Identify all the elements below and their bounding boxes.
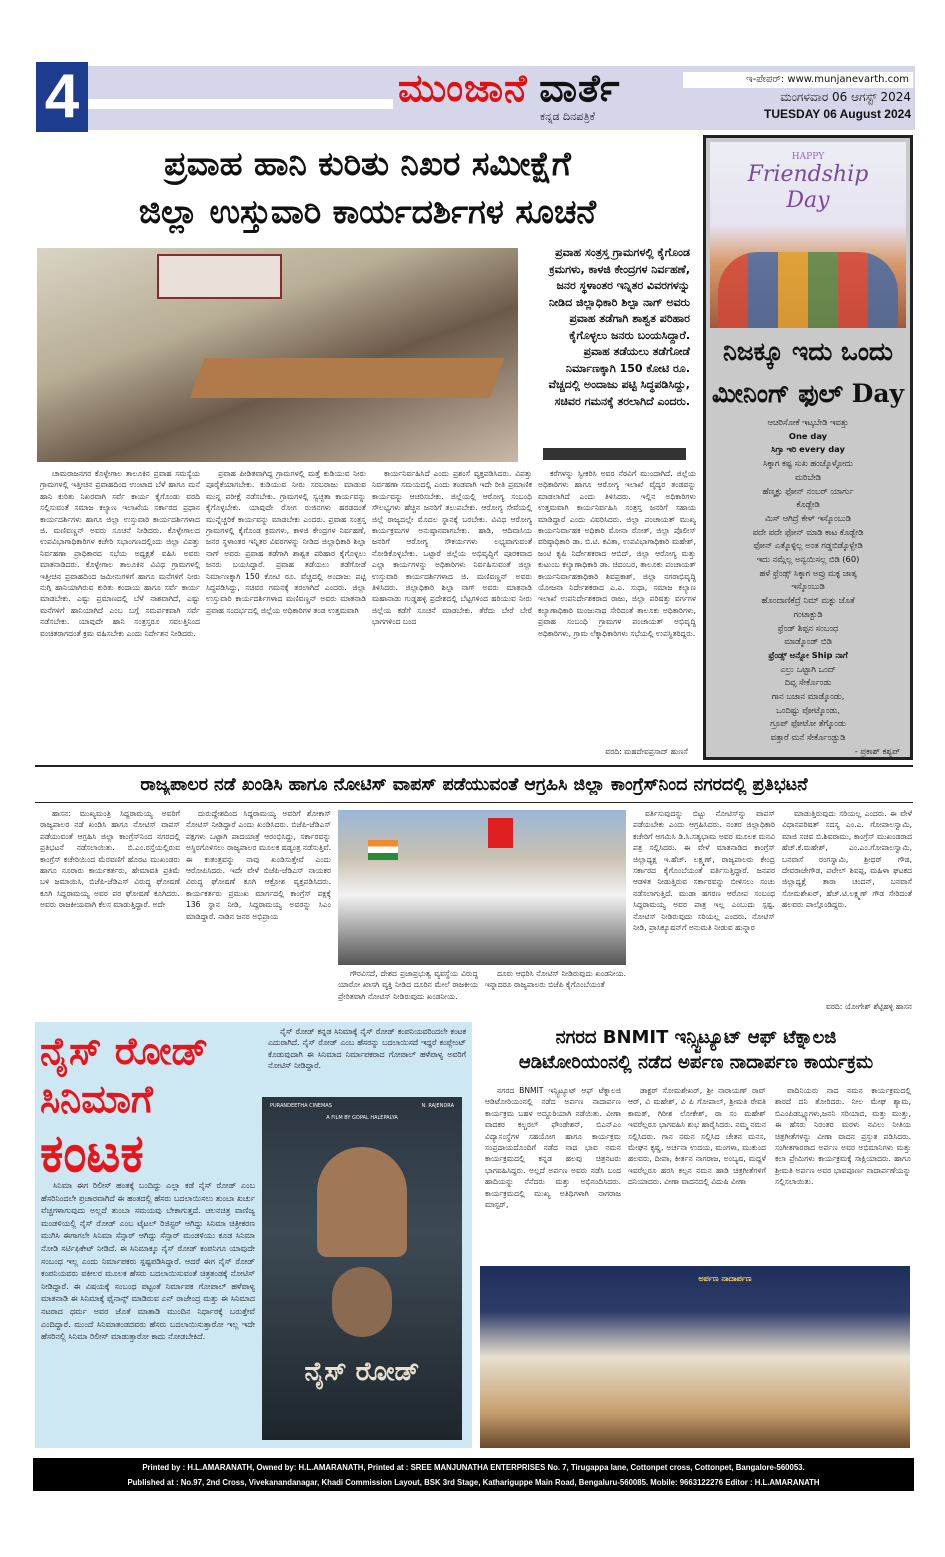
bnmit-event-photo	[480, 1266, 910, 1448]
paragraph: ನಗರದ BNMIT ಇನ್ಸ್ಟಿಟ್ಯೂಟ್ ಆಫ್ ಟೆಕ್ನಾಲಜಿ ಆಡಿಟೋರಿಯಂನಲ್ಲಿ ನಡೆದ ಅರ್ಪಣ ನಾದಾರ್ಪಣ ಕಾರ್ಯಕ್ರಮ ಬಹಳ ಅದ್ದೂರಿಯಾಗಿ ನಡೆಯಿತು. ವೀಣಾ ವಾದಕರ ಕಲ್ಚರಲ್ ಫೌಂಡೇಶನ್, ಬಿಎನ್ಎಂ ವಿದ್ಯಾಸಂಸ್ಥೆಗಳ ಸಹಯೋಗ ಹಾಗೂ ಕಾರ್ಯಕ್ರಮ ಸಂಪ್ರದಾಯದೊಂದಿಗೆ ನಡೆದ ನಾದ ಭಾವ ನಮನ ಕಾರ್ಯಕ್ರಮದಲ್ಲಿ ಕನ್ನಡ ಹಲವು ಚಿತ್ರನಟರು ಭಾಗವಹಿಸಿದ್ದರು. ಅಲ್ಲದೆ ಅರ್ಪಣ ಅವರು ನಡೆಸಿ ಬಂದ ಹಾದಿಯನ್ನು ನೆನೆದರು ಮತ್ತು ಅಭಿನಂದಿಸಿದರು. ಕಾರ್ಯಕ್ರಮದಲ್ಲಿ ಮುಖ್ಯ ಅತಿಥಿಗಳಾಗಿ ನಾಗರಾಜ ಮಾಸ್ಟರ್,	[485, 1086, 621, 1210]
bar-sign	[488, 818, 513, 848]
poem-line: ವತ್ತಾರೆ ಮನೆ ಸೇರ್ಕೊಂಡ್ಬುಡಿ	[770, 732, 846, 743]
poem-line: ಫೋನ್ ಎತ್ಕೊಳ್ಳಿಲ್ಲ ಅಂತ ಗಡ್ಡಬಿಡ್ಕೊಳ್ಬೇಡಿ	[753, 540, 863, 551]
section-rule	[35, 802, 913, 803]
epaper-link[interactable]: ಇ-ಪೇಪರ್: www.munjanevarth.com	[683, 72, 913, 88]
poem-line: ಹಳೆ ಫ್ರೆಂಡ್ಸ್ ಸಿಕ್ಕಾಗ ಅವ್ರು ಮಕ್ಳ ಜಾತ್ಕ	[759, 567, 857, 578]
nice-road-headline	[40, 1027, 255, 1185]
date-english: TUESDAY 06 August 2024	[764, 107, 911, 121]
poem-line: ಮರಿಬೇಡಿ	[795, 471, 821, 482]
poster-credit: A FILM BY GOPAL HALEPALYA	[326, 1115, 398, 1121]
poem-line: ಇದು ನಮ್ಗೆಲ್ಲ ಅನ್ವಯಿಸಲ್ಲ ಬಿಡಿ (60)	[756, 554, 860, 565]
section-rule	[35, 765, 913, 767]
poem-line: ಆಚರಿಸೋಕೆ ಇಟ್ಕಬೇಡಿ ಇವತ್ತು	[767, 417, 849, 427]
poem-line: ಮಿಸ್ ಆಗಿದ್ರೆ ಕೇಳ್ ಇಸ್ಕೊಂಬುಡಿ	[764, 512, 852, 523]
friendship-headline-line2: ಮೀನಿಂಗ್ ಫುಲ್ Day	[711, 379, 905, 408]
tagline: ಕನ್ನಡ ದಿನಪತ್ರಿಕೆ	[540, 110, 596, 123]
story1-column-3	[372, 468, 532, 758]
nice-road-body	[41, 1180, 255, 1444]
paragraph: ಕಾರ್ಯನಿರ್ವಹಿಸಿದೆ ಎಂದು ಪ್ರಶಂಸೆ ವ್ಯಕ್ತಪಡಿಸಿದರು. ವಿಪತ್ತು ನಿರ್ವಹಣಾ ಸಮಯದಲ್ಲಿ ಎಂದು ತಂಡವಾಗಿ ಇದೇ ರೀತಿ ಪ್ರಮಾಣಿಕ ಕಾರ್ಯವನ್ನು ಆಚರಿಸಬೇಕು. ಜಿಲ್ಲೆಯಲ್ಲಿ ಆರೋಗ್ಯ ಸಂಬಂಧಿ ಸೌಲಭ್ಯಗಳು ಹೆಚ್ಚಿನ ಜನರಿಗೆ ತಲುಪಬೇಕು. ಆರೋಗ್ಯ ಸೇವೆಯಲ್ಲಿ ಜಿಲ್ಲೆ ರಾಜ್ಯದಲ್ಲೇ ಮೊದಲ ಸ್ಥಾನಕ್ಕೆ ಬರಬೇಕು. ವಿವಿಧ ಆರೋಗ್ಯ ಕಾರ್ಯಕ್ರಮಗಳ ಅನುಷ್ಠಾನವಾಗಬೇಕು. ಹಾಡಿ, ಆದಿವಾಸಿಯ ಜನರಿಗೆ ಆರೋಗ್ಯ ಸೌಕರ್ಯಗಳು ಲಭ್ಯವಾಗುವಂತೆ ನೋಡಿಕೊಳ್ಳಬೇಕು. ಒಟ್ಟಾರೆ ಜಿಲ್ಲೆಯ ಅಭಿವೃದ್ಧಿಗೆ ಪೂರಕವಾದ ಎಲ್ಲಾ ಕಾರ್ಯಗಳನ್ನು ಅಧಿಕಾರಿಗಳು ನಿರ್ವಹಿಸುವಂತೆ ಜಿಲ್ಲಾ ಉಸ್ತುವಾರಿ ಕಾರ್ಯದರ್ಶಿಗಳಾದ ಜಿ. ಮಣಿವಣ್ಣನ್ ಅವರು ತಿಳಿಸಿದರು. ಜಿಲ್ಲಾಧಿಕಾರಿ ಶಿಲ್ಪಾ ನಾಗ್ ಅವರು ಮಾತನಾಡಿ ಮಹಾನಾಡು ಗುಡ್ಡಹಳ್ಳಿ ಪ್ರದೇಶದಲ್ಲಿ ಬೆಟ್ಟಗಳಿಂದ ಹರಿಯುವ ನೀರು ಜಿಲ್ಲೆಯ ಕಡೆಗೆ ಸೂಚನೆ ಮಾಡಬೇಕು. ತೆರೆದು ಬೇರೆ ಬೇರೆ ಭಾಗಗಳಿಂದ ಬಂದ	[372, 469, 532, 627]
story1-lead: ಪ್ರವಾಹ ಸಂತ್ರಸ್ತ ಗ್ರಾಮಗಳಲ್ಲಿ ಕೈಗೊಂಡ ಕ್ರಮಗಳು, ಕಾಳಜಿ ಕೇಂದ್ರಗಳ ನಿರ್ವಹಣೆ, ಜನರ ಸ್ಥಳಾಂತರ ಇನ್ನಿತರ ವಿವರಗಳನ್ನು ನೀಡಿದ ಜಿಲ್ಲಾಧಿಕಾರಿ ಶಿಲ್ಪಾ ನಾಗ್ ಅವರು ಪ್ರವಾಹ ತಡೆಗಾಗಿ ಶಾಶ್ವತ ಪರಿಹಾರ ಕೈಗೊಳ್ಳಲು ಜನರು ಬಂಯಸಿದ್ದಾರೆ. ಪ್ರವಾಹ ತಡೆಯಲು ತಡೆಗೋಡೆ ನಿರ್ಮಾಣಕ್ಕಾಗಿ 150 ಕೋಟಿ ರೂ. ವೆಚ್ಚದಲ್ಲಿ ಅಂದಾಜು ಪಟ್ಟಿ ಸಿದ್ಧಪಡಿಸಿದ್ದು, ಸಚಿವರ ಗಮನಕ್ಕೆ ತರಲಾಗಿದೆ ಎಂದರು.	[548, 246, 690, 408]
poem-line: ಪದೇ ಪದೇ ಫೋನ್ ಮಾಡಿ ಕಾಟ ಕೊಡ್ಬೇಡಿ	[752, 526, 864, 537]
imprint-footer	[33, 1458, 914, 1491]
paragraph: ಡಾಕ್ಟರ್ ಸೋಮಶೇಖರ್, ಶ್ರೀ ನಾರಾಯಣ್ ರಾವ್ ಆರ್, ವಿ ಮಹೇಶ್, ವಿ ಪಿ ಗೋಪಾಲ್, ಶ್ರೀಮತಿ ರೇವತಿ ಕಾಮತ್, ಗಿರೀಶ ಲೋಕೇಶ್, ರಾ ಸಂ ಮಹೇಶ್ ಇವರೆಲ್ಲರೂ ಭಾಗವಹಿಸಿ ಶುಭ ಹಾರೈಸಿದರು. ನಮ್ಮ ನಮನ ಸಲ್ಲಿಸಿದರು. ಗಾನ ನಮನ ಸಲ್ಲಿಸಿದ ಚೇತನ ಮನಸ, ಮೇಘನ ಕೃಷ್ಣ, ಅರ್ಚನಾ ಉದಯ, ಮಂಗಳಾ, ಮುಕುಂದ ಹಲವರು, ದೀಪಾ, ಕೀರ್ತನ ನಾಗರಾಜ, ಅಂಬ್ಯಷ, ಮದ್ದಳೆ ಇವರೆಲ್ಲರೂ ಹರಸಿ ಕಲ್ಪನ ನಮನ ಹಾಡಿ ಚಿತ್ರಗೀತೆಗಳಿಗೆ ದನಿಯಾದರು. ವೀಣಾ ವಾದನದಲ್ಲಿ ವಿದುಷಿ ವೀಣಾ	[628, 1086, 766, 1187]
image-text-happy: HAPPY	[791, 152, 825, 162]
paragraph: ದೂರು ಆಧರಿಸಿ ನೋಟಿಸ್ ನೀಡಿರುವುದು ಖಂಡನೀಯ. ಇನ್ನಾದರೂ ರಾಜ್ಯಪಾಲರು ಬಿಜೆಪಿ ಕೈಗೊಂಬೆಯಂತೆ	[485, 969, 626, 990]
story2-headline: ರಾಜ್ಯಪಾಲರ ನಡೆ ಖಂಡಿಸಿ ಹಾಗೂ ನೋಟಿಸ್ ವಾಪಸ್ ಪಡೆಯುವಂತೆ ಆಗ್ರಹಿಸಿ ಜಿಲ್ಲಾ ಕಾಂಗ್ರೆಸ್‌ನಿಂದ ನಗರದಲ್ಲಿ ಪ್ರತಿಭಟನೆ	[140, 775, 808, 795]
poem-line: ಹೊಂದಾಣಿಕೆದ್ರೆ ನಿಮ್ ಮಕ್ಳು ಜೊತೆ	[761, 595, 855, 606]
flag	[368, 840, 398, 860]
bnmit-column-1	[485, 1085, 621, 1263]
newspaper-logo	[398, 68, 620, 111]
poster-banner-right: N. RAJENDRA	[421, 1103, 454, 1109]
story1-column-4	[538, 468, 696, 746]
poster-woman-face	[332, 1267, 392, 1337]
footer-line1: Printed by : H.L.AMARANATH, Owned by: H.L.AMARANATH, Printed at : SREE MANJUNATHA ENTERPRISES No. 7, Tirugappa lane, Cottonpet cross, Cottonpet, Bangalore-560053.	[142, 1463, 805, 1472]
headline-line2: ಆಡಿಟೋರಿಯಂನಲ್ಲಿ ನಡೆದ ಅರ್ಪಣ ನಾದಾರ್ಪಣ ಕಾರ್ಯಕ್ರಮ	[518, 1052, 874, 1073]
story1-column-2	[206, 468, 366, 758]
headline-line1: ನೈಸ್ ರೋಡ್	[40, 1029, 209, 1073]
story1-column-1	[40, 468, 200, 758]
paragraph: ವರ್ತಿಸುವುದನ್ನು ಬಿಟ್ಟು ನೋಟಿಸ್‌ನ್ನು ವಾಪಸ್ ಪಡೆಯಬೇಕು ಎಂದು ಆಗ್ರಹಿಸಿದರು. ನಂತರ ಜಿಲ್ಲಾಧಿಕಾರಿ ಕಚೇರಿಗೆ ಆಗಮಿಸಿ ಡಿ.ಸಿ.ಸತ್ಯಭಾಮ ಅವರ ಮೂಲಕ ಮನವಿ ಪತ್ರ ಸಲ್ಲಿಸಿದರು. ಈ ವೇಳೆ ಮಾತನಾಡಿದ ಕಾಂಗ್ರೆಸ್ ಜಿಲ್ಲಾಧ್ಯಕ್ಷ ಇ.ಹೆಚ್. ಲಕ್ಷ್ಮಣ್, ರಾಜ್ಯಪಾಲರು ಕೇಂದ್ರ ಸರ್ಕಾರದ ಕೈಗೊಂಬೆಯಂತೆ ವರ್ತಿಸುತ್ತಿದ್ದಾರೆ. ಜನಪರ ಆಡಳಿತ ನೀಡುತ್ತಿರುವ ಸರ್ಕಾರವನ್ನು ಬೀಳಿಸಲು ಸಂಚು ನಡೆಸಲಾಗುತ್ತಿದೆ. ಮುಡಾ ಹಗರಣ ಆರೋಪ ಸಂಬಂಧ ಸಿದ್ದರಾಮಯ್ಯ ಅವರ ಪಾತ್ರ ಇಲ್ಲ ಎಂಬುದು ಸ್ಪಷ್ಟ. ನೋಟಿಸ್ ನೀಡಿರುವುದು ಸರಿಯಲ್ಲ ಎಂದರು. ನೋಟಿಸ್ ನೀಡಿ, ಪ್ರಾಸಿಕ್ಯೂಷನ್‌ಗೆ ಅನುಮತಿ ನೀಡುವ ಹುನ್ನಾರ	[633, 809, 775, 933]
poem-line: ಒಂದಿಷ್ಟು ಪೋಟ್ಕೊಂಡು,	[776, 704, 840, 715]
friendship-headline	[710, 331, 906, 415]
story2-column-5	[633, 808, 775, 1013]
friendship-headline-line1: ನಿಜಕ್ಕೂ ಇದು ಒಂದು	[722, 337, 893, 366]
poem-line: ದಿವ್ಸ ಸೇರ್ಕೊಂಡು	[784, 677, 832, 688]
paragraph: ಸಿನಿಮಾ ಈಗ ರಿಲೀಸ್ ಹಂತಕ್ಕೆ ಬಂದಿದ್ದು ಎಲ್ಲಾ ಕಡೆ ನೈಸ್ ರೋಡ್ ಎಂಬ ಹೆಸರಿನಿಂದಲೇ ಪ್ರಚಾರವಾಗಿದೆ ಈ ಹಂತದಲ್ಲಿ ಹೆಸರು ಬದಲಾಯಿಸಲು ತುಂಬಾ ಖರ್ಚು ವೆಚ್ಚಗಳಾಗುವುದು ಅಲ್ಲದೆ ತುಂಬಾ ಸಮಯವು ಬೇಕಾಗುತ್ತದೆ. ಚಲನಚಿತ್ರ ವಾಣಿಜ್ಯ ಮಂಡಳಿಯಲ್ಲಿ ನೈಸ್ ರೋಡ್ ಎಂಬ ಟೈಟಲ್ ರಿಜಿಸ್ಟರ್ ಆಗಿದ್ದು ಸಿನಿಮಾ ಚಿತ್ರೀಕರಣ ಮುಗಿಸಿ ಈಗಾಗಲೇ ಸಿನಿಮಾ ಸೆನ್ಸಾರ್ ಆಗಿದ್ದು ಸೆನ್ಸಾರ್ ಮಂಡಳಿಯು ಕೂಡ ಸಿನಿಮಾ ನೋಡಿ ಸರ್ಟಿಫಿಕೇಟ್ ನೀಡಿದೆ. ಈ ಸಿನಿಮಾಕ್ಕೂ ನೈಸ್ ರೋಡ್ ಕಂಪನಿಗೂ ಯಾವುದೇ ಸಂಬಂಧ ಇಲ್ಲ ಎಂದು ನಿರ್ಮಾಪಕರು ಸ್ಪಷ್ಟಪಡಿಸಿದ್ದಾರೆ. ಆದರೆ ಈಗ ನೈಸ್ ರೋಡ್ ಕಂಪನಿಯವರು ವಕೀಲರ ಮೂಲಕ ಹೆಸರು ಬದಲಾಯಿಸುವಂತೆ ಚಿತ್ರತಂಡಕ್ಕೆ ನೋಟಿಸ್ ನೀಡಿದ್ದಾರೆ. ಈ ವಿಷಯಕ್ಕೆ ಸಂಬಂಧ ಪಟ್ಟಂತೆ ನಿರ್ಮಾಪಕ ಗೋಪಾಲ್ ಹಳೆಪಾಳ್ಯ ಮಾತನಾಡಿ ಈ ಸಿನಿಮಾಕ್ಕೆ ಫೈನಾನ್ಸ್ ಮಾಡಿರುವ ಎನ್ ರಾಜೇಂದ್ರ ಮತ್ತು ಈ ಸಿನಿಮಾದ ನಟರಾದ ಧರ್ಮ ಅವರ ಜೊತೆ ಮಾತಾಡಿ ಮುಂದಿನ ನಿರ್ಧಾರಕ್ಕೆ ಬರುತ್ತೇವೆ ಎಂದಿದ್ದಾರೆ. ಮುಂದೆ ಸಿನಿಮಾತಂಡದವರು ಹೆಸರು ಬದಲಾಯಿಸುತ್ತಾರೋ ಇಲ್ಲ ಇದೇ ಹೆಸರಿನಲ್ಲಿ ಸಿನಿಮಾ ರಿಲೀಸ್ ಮಾಡುತ್ತಾರೋ ಕಾದು ನೋಡಬೇಕಿದೆ.	[41, 1181, 255, 1342]
story1-meeting-photo	[37, 248, 518, 462]
masthead-stripe	[88, 99, 393, 109]
friendship-day-box	[703, 135, 913, 760]
headline-line2: ಸಿನಿಮಾಗೆ	[40, 1077, 153, 1121]
story2-column-6	[782, 808, 912, 1001]
image-text-day: Day	[786, 188, 830, 213]
paragraph: ನೈಸ್ ರೋಡ್ ಕನ್ನಡ ಸಿನಿಮಾಕ್ಕೆ ನೈಸ್ ರೋಡ್ ಕಂಪನಿಯವರಿಂದಲೇ ಕಂಟಕ ಎದುರಾಗಿದೆ. ನೈಸ್ ರೋಡ್ ಎಂಬ ಹೆಸರನ್ನು ಬದಲಾಯಿಸದೆ ಇದ್ದರೆ ಕಂಪ್ಲೇಂಟ್ ಕೊಡುವುದಾಗಿ ಈ ಸಿನಿಮಾದ ನಿರ್ಮಾಪಕರಾದ ಗೋಪಾಲ್ ಹಳೆಪಾಳ್ಯ ಅವರಿಗೆ ನೋಟಿಸ್ ನೀಡಿದ್ದಾರೆ.	[268, 1027, 466, 1071]
protest-photo	[338, 810, 626, 965]
bnmit-column-3	[775, 1085, 911, 1263]
logo-red: ಮುಂಜಾನೆ	[398, 68, 528, 110]
poem-line: ಗ್ರೂಪ್ ಫೋಟೋ ತೆಗ್ಕೊಂಡು	[770, 718, 846, 729]
story2-column-2	[186, 808, 331, 1013]
story1-byline: ವರದಿ: ಮಹದೇವಪ್ರಸಾದ್ ಹುಣಸೆ	[605, 747, 688, 756]
poem-line: One day	[788, 430, 828, 441]
poem-line: ಸಿಗ್ತಾ ಇರಿ every day	[771, 444, 845, 455]
movie-poster	[262, 1097, 462, 1440]
story2-byline: ವರದಿ: ಯೋಗೇಶ್ ಶೆಟ್ಟಿಹಳ್ಳಿ ಹಾಸನ	[826, 1002, 912, 1011]
image-text-friendship: Friendship	[747, 162, 869, 187]
poem-line: ಫ್ರೆಂಡ್ ಶಿಪ್ಪನ ಸಂಬಂಧ	[777, 622, 839, 633]
poem-line: ಕೊಡ್ಬೇಡಿ	[796, 499, 820, 510]
poem-line: ಹೆಣ್ಮಕ್ಳು ಫೋನ್ ನಂಬರ್ ಯಾರ್ಗು	[762, 485, 854, 496]
poem-line: ಇಸ್ಕೊಂಬುಡಿ	[791, 581, 825, 592]
page-number: 4	[36, 62, 88, 132]
paragraph: ಗೌರವಿಸದೆ, ದೇಶದ ಪ್ರಜಾಪ್ರಭುತ್ವ ವ್ಯವಸ್ಥೆಯ ವಿರುದ್ಧ ಯಾರೋ ಖಾಸಗಿ ವ್ಯಕ್ತಿ ನೀಡಿದ ದೂರಿನ ಮೇಲೆ ರಾಜಕೀಯ ಪ್ರೇರಿತವಾಗಿ ನೋಟಿಸ್ ನೀಡಿರುವುದು ಖಂಡನೀಯ.	[338, 969, 478, 1001]
poster-banner-left: PURANDEETHA CINEMAS	[270, 1103, 332, 1109]
poster-hero-face	[317, 1147, 407, 1257]
poem-line: ಸಿಕ್ಕಾಗ ಕಷ್ಟ ಸುಖ ಹಂಚ್ಕೊಳ್ಳೋದು	[763, 458, 853, 469]
paragraph: ವಾದಿನಿಯರು ನಾದ ನಮನ ಕಾರ್ಯಕ್ರಮದಲ್ಲಿ ಶಾರದೆ ದನಿ ತೋರಿದರು. ನೀಲ ಮೇಘ ಶ್ಯಾಮ, ಬಿಎಂಪಿಡಬ್ಲ್ಯೂಗಳು,ಜನನಿ ಸರಿಯಾದ, ಮತ್ತು ಮುತ್ತು, ಈ ಹೆಸರು ನಿರಂತರ ಮರಳು ನವಿಲು ನೀತಿಯ ಚಿತ್ರಗೀತೆಗಳನ್ನು ವೀಣಾ ವಾದನ ಪ್ರಸ್ತುತ ಪಡಿಸಿದರು. ಸಂಗೀತಗಾರರಾದ ಅರ್ಪಣ ಅವರ ಅಭಿಮಾನಿಗಳು ಮತ್ತು ಕಲಾ ಪ್ರೇಮಿಗಳು ಕಾರ್ಯಕ್ರಮಕ್ಕೆ ಸಾಕ್ಷಿಯಾದರು. ಹಾಗೂ ಶ್ರೀಮತಿ ಅರ್ಪಣ ಅವರ ಭಾವಪೂರ್ಣ ನಾದಾರ್ಪಣೆಯನ್ನು ಸಲ್ಲಿಸಲಾಯಿತು.	[775, 1086, 911, 1187]
date-kannada: ಮಂಗಳವಾರ 06 ಆಗಸ್ಟ್ 2024	[780, 90, 911, 104]
logo-black: ವಾರ್ತೆ	[539, 68, 621, 110]
poem-line: ಗಾನ ಬಜಾನ ಮಾಡ್ಕೊಂಡು,	[771, 691, 845, 702]
photo-table	[190, 358, 505, 398]
paragraph: ಚಾಮರಾಜನಗರ ಕೊಳ್ಳೇಗಾಲ ತಾಲೂಕಿನ ಪ್ರವಾಹ ಸಮಸ್ಯೆಯ ಗ್ರಾಮಗಳಲ್ಲಿ ಇತ್ತೀಚಿನ ಪ್ರವಾಹದಿಂದ ಉಂಟಾದ ಬೆಳೆ ಹಾಗೂ ಮನೆ ಹಾನಿ ಕುರಿತು ನಿಖರವಾಗಿ ಸರ್ವೆ ಕಾರ್ಯ ಕೈಗೊಂಡು ವರದಿ ಸಲ್ಲಿಸುವಂತೆ ಸಮಾಜ ಕಲ್ಯಾಣ ಇಲಾಖೆಯ ಸರ್ಕಾರದ ಪ್ರಧಾನ ಕಾರ್ಯದರ್ಶಿಗಳು ಹಾಗೂ ಜಿಲ್ಲಾ ಉಸ್ತುವಾರಿ ಕಾರ್ಯದರ್ಶಿಗಳಾದ ಜಿ. ಮಣಿವಣ್ಣನ್ ಅವರು ಸೂಚನೆ ನೀಡಿದರು. ಕೊಳ್ಳೇಗಾಲದ ಉಪವಿಭಾಗಾಧಿಕಾರಿಗಳ ಕಚೇರಿ ಸಭಾಂಗಣದಲ್ಲಿಂದು ಜಿಲ್ಲಾ ವಿಪತ್ತು ನಿರ್ವಹಣಾ ಪ್ರಾಧಿಕಾರದ ಸಭೆಯ ಅಧ್ಯಕ್ಷತೆ ವಹಿಸಿ ಅವರು ಮಾತನಾಡಿದರು. ಕೊಳ್ಳೇಗಾಲ ತಾಲೂಕಿನ ವಿವಿಧ ಗ್ರಾಮಗಳಲ್ಲಿ ಇತ್ತೀಚಿನ ಪ್ರವಾಹದಿಂದ ಜಮೀನುಗಳಿಗೆ ಹಾಗೂ ಮನೆಗಳಿಗೆ ನೀರು ನುಗ್ಗಿ ಹಾನಿಯಾಗಿರುವ ಕುರಿತು ಕಂದಾಯ ಹಾಗೂ ಸರ್ವೆ ಕಾರ್ಯ ಮಾಡಬೇಕು. ಎಷ್ಟು ಪ್ರಮಾಣದಲ್ಲಿ ಬೆಳೆ ನಾಶವಾಗಿದೆ, ಎಷ್ಟು ಮನೆಗಳಿಗೆ ಹಾನಿಯಾಗಿದೆ ಎಂಬ ಬಗ್ಗೆ ಸಮರ್ಪಕವಾಗಿ ಸರ್ವೆ ನಡೆಸಬೇಕು. ಯಾವುದೇ ಹಾನಿ ಸಂತ್ರಸ್ತರೂ ಸವಲತ್ತಿನಿಂದ ವಂಚಿತರಾಗದಂತೆ ಕ್ರಮ ವಹಿಸಬೇಕು ಎಂದು ನಿರ್ದೇಶನ ನೀಡಿದರು.	[40, 469, 200, 638]
paragraph: ಪ್ರವಾಹ ಪೀಡಿತವಾಗಿದ್ದ ಗ್ರಾಮಗಳಲ್ಲಿ ಮತ್ತೆ ಕುಡಿಯುವ ನೀರು ಪೂರೈಕೆಯಾಗಬೇಕು. ಕುಡಿಯುವ ನೀರು ಸರಬರಾಜು ಮಾಡುವ ಮುನ್ನ ಪರೀಕ್ಷೆ ನಡೆಸಬೇಕು. ಗ್ರಾಮಗಳಲ್ಲಿ ಸ್ವಚ್ಛತಾ ಕಾರ್ಯವನ್ನು ಕೈಗೊಳ್ಳಬೇಕು. ಯಾವುದೇ ರೋಗ ರುಜಿನಗಳು ಹರಡದಂತೆ ಮುನ್ನೆಚ್ಚರಿಕೆ ಕಾರ್ಯವನ್ನು ಮಾಡಬೇಕು ಎಂದರು. ಪ್ರವಾಹ ಸಂತ್ರಸ್ತ ಗ್ರಾಮಗಳಲ್ಲಿ ಕೈಗೊಂಡ ಕ್ರಮಗಳು, ಕಾಳಜಿ ಕೇಂದ್ರಗಳ ನಿರ್ವಹಣೆ, ಜನರ ಸ್ಥಳಾಂತರ ಇನ್ನಿತರ ವಿವರಗಳನ್ನು ನೀಡಿದ ಜಿಲ್ಲಾಧಿಕಾರಿ ಶಿಲ್ಪಾ ನಾಗ್ ಅವರು ಪ್ರವಾಹ ತಡೆಗಾಗಿ ಶಾಶ್ವತ ಪರಿಹಾರ ಕೈಗೊಳ್ಳಲು ಜನರು ಬಯಸಿದ್ದಾರೆ. ಪ್ರವಾಹ ತಡೆಯಲು ತಡೆಗೋಡೆ ನಿರ್ಮಾಣಕ್ಕಾಗಿ 150 ಕೋಟಿ ರೂ. ವೆಚ್ಚದಲ್ಲಿ ಅಂದಾಜು ಪಟ್ಟಿ ಸಿದ್ಧಪಡಿಸಿದ್ದು, ಸಚಿವರ ಗಮನಕ್ಕೆ ತರಲಾಗಿದೆ ಎಂದರು. ಜಿಲ್ಲಾ ಉಸ್ತುವಾರಿ ಕಾರ್ಯದರ್ಶಿಗಳಾದ ಮಣಿವಣ್ಣನ್ ಅವರು ಮಾತನಾಡಿ ಪ್ರವಾಹ ಸಂದರ್ಭದಲ್ಲಿ ಜಿಲ್ಲೆಯ ಅಧಿಕಾರಿಗಳ ತಂಡ ಉತ್ತಮವಾಗಿ	[206, 469, 366, 615]
friendship-poem	[710, 416, 906, 759]
paragraph: ಕರೆಗಳನ್ನು ಸ್ವೀಕರಿಸಿ ಅವರ ನೆರವಿಗೆ ಮುಂದಾಗಿದೆ. ಜಿಲ್ಲೆಯ ಅಧಿಕಾರಿಗಳು ಹಾಗೂ ಆರೋಗ್ಯ ಇಲಾಖೆ ವೈದ್ಯರ ತಂಡವನ್ನು ಮಾಡಲಾಗಿದೆ ಎಂದು ತಿಳಿಸಿದರು. ಇಲ್ಲಿನ ಅಧಿಕಾರಿಗಳು ಉತ್ತಮವಾಗಿ ಕಾರ್ಯನಿರ್ವಹಿಸಿ ಸಂತ್ರಸ್ತ ಜನರಿಗೆ ಸಹಾಯ ಮಾಡಿದ್ದಾರೆ ಎಂದು ವಿವರಿಸಿದರು. ಜಿಲ್ಲಾ ಪಂಚಾಯತ್ ಮುಖ್ಯ ಕಾರ್ಯನಿರ್ವಾಹಕ ಅಧಿಕಾರಿ ಮೋನಾ ರೋತ್, ಜಿಲ್ಲಾ ಪೊಲೀಸ್ ವರಿಷ್ಠಾಧಿಕಾರಿ ಡಾ. ಬಿ.ಟಿ. ಕವಿತಾ, ಉಪವಿಭಾಗಾಧಿಕಾರಿ ಮಹೇಶ್, ಜಂಟಿ ಕೃಷಿ ನಿರ್ದೇಶಕರಾದ ಆಬಿದ್, ಜಿಲ್ಲಾ ಆರೋಗ್ಯ ಮತ್ತು ಕುಟುಂಬ ಕಲ್ಯಾಣಾಧಿಕಾರಿ ಡಾ. ಚಿದಂಬರ, ತಾಲೂಕು ಪಂಚಾಯತ್ ಕಾರ್ಯನಿರ್ವಾಹಕಾಧಿಕಾರಿ ಶಿವಪ್ರಕಾಶ್, ಜಿಲ್ಲಾ ನಗರಾಭಿವೃದ್ಧಿ ಯೋಜನಾ ನಿರ್ದೇಶಕರಾದ ಎ.ಎ. ಸುಧಾ, ಸಮಾಜ ಕಲ್ಯಾಣ ಇಲಾಖೆ ಉಪನಿರ್ದೇಶಕರಾದ ರಾಜು, ಜಿಲ್ಲಾ ಪರಿಷತ್ತು ವರ್ಗಗಳ ಕಲ್ಯಾಣಾಧಿಕಾರಿ ಮಂಜುನಾಥ ಸೇರಿದಂತೆ ತಾಲೂಕು ಅಧಿಕಾರಿಗಳು, ಪ್ರವಾಹ ಸಂಬಂಧಿ ಗ್ರಾಮಗಳ ಪಂಚಾಯತ್ ಅಭಿವೃದ್ಧಿ ಅಧಿಕಾರಿಗಳು, ಗ್ರಾಮ ಲೆಕ್ಕಾಧಿಕಾರಿಗಳು ಸಭೆಯಲ್ಲಿ ಉಪಸ್ಥಿತರಿದ್ದರು.	[538, 469, 696, 638]
poem-line: ಗಂಟಾಕ್ಬುಡಿ	[793, 608, 823, 619]
story2-column-3	[338, 968, 478, 1013]
photo-stage-banner: ಅರ್ಪಣ ನಾದಾರ್ಪಣ	[698, 1274, 752, 1283]
story2-column-1	[40, 808, 180, 1013]
story2-column-4	[485, 968, 626, 1013]
headline-line1: ನಗರದ BNMIT ಇನ್ಸ್ಟಿಟ್ಯೂಟ್ ಆಫ್ ಟೆಕ್ನಾಲಜಿ	[555, 1027, 837, 1048]
poster-title: ನೈಸ್ ರೋಡ್	[304, 1357, 420, 1387]
bnmit-column-2	[628, 1085, 766, 1263]
poem-line: ಮಾಡ್ಕೊಂಡ್ ಬಿಡಿ	[784, 636, 832, 647]
nice-road-intro	[268, 1026, 466, 1094]
photo-banner	[157, 254, 282, 299]
bnmit-headline	[480, 1025, 912, 1075]
poem-author: - ಪ್ರಕಾಶ್ ಕಶ್ಯಪ್	[854, 745, 900, 756]
story1-headline	[35, 140, 700, 236]
story1-headline-line1: ಪ್ರವಾಹ ಹಾನಿ ಕುರಿತು ನಿಖರ ಸಮೀಕ್ಷೆಗೆ	[164, 144, 571, 183]
paragraph: ಮಾಡುತ್ತಿರುವುದು ಸರಿಯಲ್ಲ ಎಂದರು. ಈ ವೇಳೆ ವಿಧಾನಪರಿಷತ್ ಸದಸ್ಯ ಎಂ.ಎ. ಗೋಪಾಲಸ್ವಾಮಿ, ಮಾಜಿ ಸಚಿವ ಬಿ.ಶಿವರಾಮು, ಕಾಂಗ್ರೆಸ್ ಮುಖಂಡರಾದ ಹೆಚ್.ಕೆ.ಮಹೇಶ್, ಎಂ.ಎಂ.ಗೋಪಾಲಸ್ವಾಮಿ, ಬನವಾಸೆ ರಂಗಸ್ವಾಮಿ, ಶ್ರೀಧರ್ ಗೌಡ, ದೇವರಾಜೇಗೌಡ, ಪಟೇಲ್ ಶಿವಪ್ಪ, ಮಹಿಳಾ ಘಟಕದ ಜಿಲ್ಲಾಧ್ಯಕ್ಷೆ ತಾರಾ ಚಂದನ್, ಬನವಾಸೆ ಸೋಮಶೇಖರ್, ಹೆಚ್.ಟಿ.ಲಕ್ಷ್ಮಣ್ ಗೌಡ ಸೇರಿದಂತೆ ಹಲವರು ಪಾಲ್ಗೊಂಡಿದ್ದರು.	[782, 809, 912, 910]
paragraph: ಹಾಸನ: ಮುಖ್ಯಮಂತ್ರಿ ಸಿದ್ದರಾಮಯ್ಯ ಅವರಿಗೆ ರಾಜ್ಯಪಾಲರ ನಡೆ ಖಂಡಿಸಿ ಹಾಗೂ ನೋಟಿಸ್ ವಾಪಸ್ ಪಡೆಯುವಂತೆ ಆಗ್ರಹಿಸಿ ಜಿಲ್ಲಾ ಕಾಂಗ್ರೆಸ್‌ನಿಂದ ನಗರದಲ್ಲಿ ಪ್ರತಿಭಟನೆ ನಡೆಸಲಾಯಿತು. ಬಿ.ಎಂ.ರಸ್ತೆಯಲ್ಲಿರುವ ಕಾಂಗ್ರೆಸ್ ಕಚೇರಿಯಿಂದ ಮೆರವಣಿಗೆ ಹೊರಟ ಮುಖಂಡರು ಹಾಗೂ ನೂರಾರು ಕಾರ್ಯಕರ್ತರು, ಹೇಮಾವತಿ ಪ್ರತಿಮೆ ಬಳಿ ಜಮಾಯಿಸಿ, ಬಿಜೆಪಿ-ಜೆಡಿಎಸ್ ವಿರುದ್ಧ ಘೋಷಣೆ ಕೂಗಿ ಸಿದ್ದರಾಮಯ್ಯ ಅವರ ಪರ ಘೋಷಣೆ ಕೂಗಿದರು. ಅವರು ರಾಜಕೀಯವಾಗಿ ಕೆಲಸ ಮಾಡುತ್ತಿದ್ದಾರೆ. ಅದೇ	[40, 809, 180, 910]
poem-line: ಫ್ರೆಂಡ್ಸ್ ಅನ್ನೋ Ship ನಾಗೆ	[768, 649, 848, 660]
footer-line2: Published at : No.97, 2nd Cross, Vivekanandanagar, Khadi Commission Layout, BSK 3rd Stage, Kathariguppe Main Road, Bengaluru-560085. Mobile: 9663122276 Editor : H.L.AMARANATH	[127, 1478, 820, 1487]
friendship-day-image	[710, 142, 906, 328]
headline-line3: ಕಂಟಕ	[40, 1124, 144, 1184]
poem-line: ಎಲ್ರು ಒಟ್ಟಾಗಿ ಒಂದ್	[780, 663, 836, 674]
nice-road-story	[35, 1022, 472, 1448]
friends-illustration	[718, 252, 898, 328]
story1-headline-line2: ಜಿಲ್ಲಾ ಉಸ್ತುವಾರಿ ಕಾರ್ಯದರ್ಶಿಗಳ ಸೂಚನೆ	[138, 192, 597, 231]
paragraph: ದುರುದ್ದೇಶದಿಂದ ಸಿದ್ದರಾಮಯ್ಯ ಅವರಿಗೆ ಶೋಕಾಸ್ ನೋಟಿಸ್ ನೀಡಿದ್ದಾರೆ ಎಂದು ಖಂಡಿಸಿದರು. ಬಿಜೆಪಿ-ಜೆಡಿಎಸ್ ಪಕ್ಷಗಳು ಒಟ್ಟಾಗಿ ಪಾದಯಾತ್ರೆ ಆರಂಭಿಸಿದ್ದು, ಸರ್ಕಾರವನ್ನು ಅಸ್ಥಿರಗೊಳಿಸಲು ರಾಜ್ಯಪಾಲರ ಮೂಲಕ ಷಡ್ಯಂತ್ರ ನಡೆಸುತ್ತಿವೆ. ಈ ಕುತಂತ್ರವನ್ನು ನಾವು ಖಂಡಿಸುತ್ತೇವೆ ಎಂದು ಆರೋಪಿಸಿದರು. ಇದೇ ವೇಳೆ ಬಿಜೆಪಿ-ಜೆಡಿಎಸ್ ನಾಯಕರ ವಿರುದ್ಧ ಘೋಷಣೆ ಕೂಗಿ ಆಕ್ರೋಶ ವ್ಯಕ್ತಪಡಿಸಿದರು. ಕಾರ್ಯಕರ್ತರು ಪ್ರಮುಖ ಮಾರ್ಗದಲ್ಲಿ ಕಾಂಗ್ರೆಸ್ ಪಕ್ಷಕ್ಕೆ 136 ಸ್ಥಾನ ನೀಡಿ, ಸಿದ್ದರಾಮಯ್ಯ ಅವರನ್ನು ಸಿಎಂ ಮಾಡಿದ್ದಾರೆ. ನಾಡಿನ ಜನರ ಅಭಿಪ್ರಾಯ	[186, 809, 331, 921]
divider-bar	[543, 448, 686, 460]
